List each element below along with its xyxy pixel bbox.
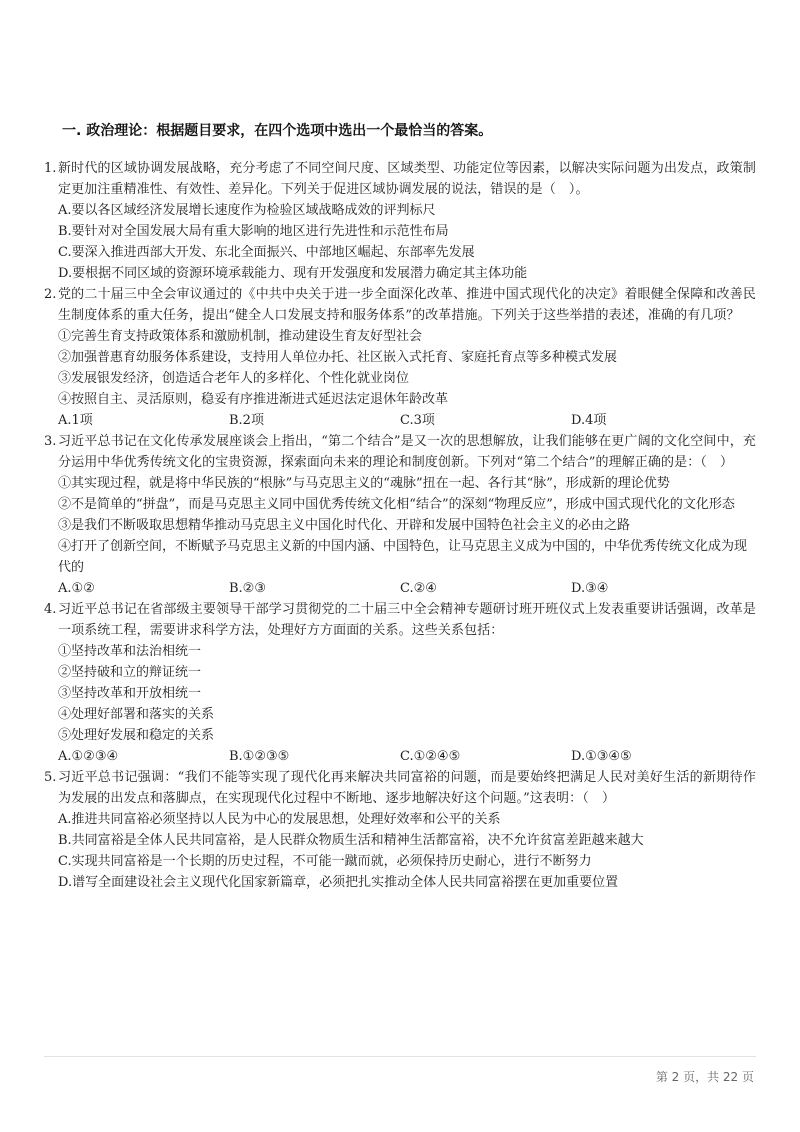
statement-4: ④打开了创新空间，不断赋予马克思主义新的中国内涵、中国特色，让马克思主义成为中国的，中华优秀传统文化成为现代的 bbox=[58, 539, 748, 575]
question-5 bbox=[44, 767, 756, 893]
question-number: 2. bbox=[44, 287, 57, 302]
statement-2: ②加强普惠育幼服务体系建设，支持用人单位办托、社区嵌入式托育、家庭托育点等多种模式发展 bbox=[58, 350, 618, 365]
choice-b: B.②③ bbox=[229, 581, 266, 596]
statement-5: ⑤处理好发展和稳定的关系 bbox=[58, 728, 215, 743]
statement-2: ②不是简单的“拼盘”，而是马克思主义同中国优秀传统文化相“结合”的深刻“物理反应”，形成中国式现代化的文化形态 bbox=[58, 497, 735, 512]
statement-1: ①完善生育支持政策体系和激励机制，推动建设生育友好型社会 bbox=[58, 329, 423, 344]
question-stem: 党的二十届三中全会审议通过的《中共中央关于进一步全面深化改革、推进中国式现代化的决定》着眼健全保障和改善民生制度体系的重大任务，提出“健全人口发展支持和服务体系”的改革措施。下列关于这些举措的表述，准确的有几项？ bbox=[58, 287, 756, 323]
section-heading: 一. 政治理论：根据题目要求，在四个选项中选出一个最恰当的答案。 bbox=[62, 123, 493, 139]
option-a: A.要以各区域经济发展增长速度作为检验区域战略成效的评判标尺 bbox=[58, 203, 436, 218]
question-stem: 新时代的区域协调发展战略，充分考虑了不同空间尺度、区域类型、功能定位等因素，以解决实际问题为出发点，政策制定更加注重精准性、有效性、差异化。下列关于促进区域协调发展的说法，错误的是（ ）。 bbox=[58, 161, 756, 197]
statement-2: ②坚持破和立的辩证统一 bbox=[58, 665, 202, 680]
option-b: B.共同富裕是全体人民共同富裕，是人民群众物质生活和精神生活都富裕，决不允许贫富差距越来越大 bbox=[58, 833, 644, 848]
question-number: 4. bbox=[44, 602, 57, 617]
choice-c: C.①②④⑤ bbox=[400, 749, 461, 764]
question-number: 1. bbox=[44, 161, 57, 176]
option-c: C.要深入推进西部大开发、东北全面振兴、中部地区崛起、东部率先发展 bbox=[58, 245, 475, 260]
choice-a: A.1项 bbox=[58, 413, 93, 428]
choice-d: D.4项 bbox=[571, 413, 607, 428]
choice-row bbox=[58, 410, 756, 431]
question-3 bbox=[44, 431, 756, 599]
option-b: B.要针对对全国发展大局有重大影响的地区进行先进性和示范性布局 bbox=[58, 224, 449, 239]
footer-divider bbox=[44, 1056, 756, 1057]
choice-d: D.③④ bbox=[571, 581, 609, 596]
choice-c: C.②④ bbox=[400, 581, 437, 596]
question-stem: 习近平总书记在省部级主要领导干部学习贯彻党的二十届三中全会精神专题研讨班开班仪式上发表重要讲话强调，改革是一项系统工程，需要讲求科学方法，处理好方方面面的关系。这些关系包括： bbox=[58, 602, 756, 638]
choice-row bbox=[58, 746, 756, 767]
statement-3: ③是我们不断吸取思想精华推动马克思主义中国化时代化、开辟和发展中国特色社会主义的必由之路 bbox=[58, 518, 631, 533]
question-1 bbox=[44, 158, 756, 284]
choice-b: B.2项 bbox=[229, 413, 264, 428]
choice-a: A.①②③④ bbox=[58, 749, 119, 764]
statement-3: ③坚持改革和开放相统一 bbox=[58, 686, 202, 701]
statement-4: ④按照自主、灵活原则，稳妥有序推进渐进式延迟法定退休年龄改革 bbox=[58, 392, 449, 407]
choice-c: C.3项 bbox=[400, 413, 435, 428]
question-stem: 习近平总书记在文化传承发展座谈会上指出，“第二个结合”是又一次的思想解放，让我们能够在更广阔的文化空间中，充分运用中华优秀传统文化的宝贵资源，探索面向未来的理论和制度创新。下列对“第二个结合”的理解正确的是：（ ） bbox=[58, 434, 756, 470]
question-number: 3. bbox=[44, 434, 57, 449]
option-d: D.要根据不同区域的资源环境承载能力、现有开发强度和发展潜力确定其主体功能 bbox=[58, 266, 528, 281]
option-a: A.推进共同富裕必须坚持以人民为中心的发展思想，处理好效率和公平的关系 bbox=[58, 812, 501, 827]
question-number: 5. bbox=[44, 770, 57, 785]
choice-row bbox=[58, 578, 756, 599]
question-list bbox=[44, 158, 756, 893]
statement-1: ①其实现过程，就是将中华民族的“根脉”与马克思主义的“魂脉”扭在一起、各行其“脉”，形成新的理论优势 bbox=[58, 476, 670, 491]
choice-a: A.①② bbox=[58, 581, 95, 596]
option-c: C.实现共同富裕是一个长期的历史过程，不可能一蹴而就，必须保持历史耐心，进行不断努力 bbox=[58, 854, 592, 869]
question-2 bbox=[44, 284, 756, 431]
statement-4: ④处理好部署和落实的关系 bbox=[58, 707, 215, 722]
choice-b: B.①②③⑤ bbox=[229, 749, 290, 764]
statement-1: ①坚持改革和法治相统一 bbox=[58, 644, 202, 659]
choice-d: D.①③④⑤ bbox=[571, 749, 632, 764]
statement-3: ③发展银发经济，创造适合老年人的多样化、个性化就业岗位 bbox=[58, 371, 410, 386]
question-stem: 习近平总书记强调：“我们不能等实现了现代化再来解决共同富裕的问题，而是要始终把满足人民对美好生活的新期待作为发展的出发点和落脚点，在实现现代化过程中不断地、逐步地解决好这个问题。”这表明：（ ） bbox=[58, 770, 756, 806]
page-number: 第 2 页，共 22 页 bbox=[655, 1070, 754, 1084]
option-d: D.谱写全面建设社会主义现代化国家新篇章，必须把扎实推动全体人民共同富裕摆在更加重要位置 bbox=[58, 875, 619, 890]
question-4 bbox=[44, 599, 756, 767]
